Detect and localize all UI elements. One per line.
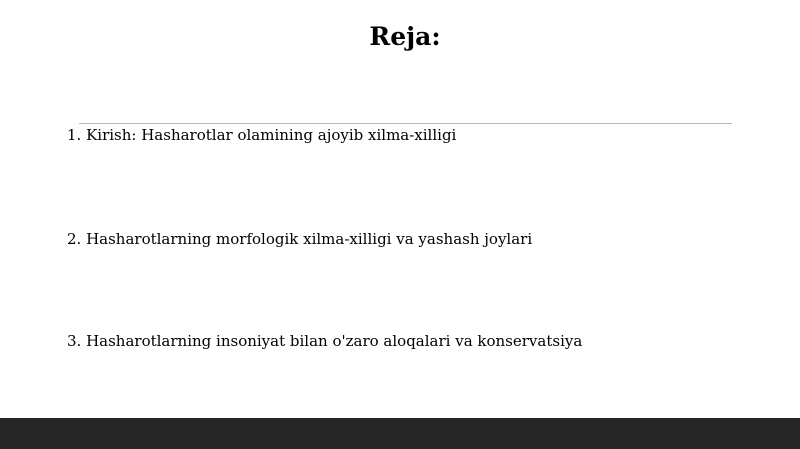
plan-item-3: 3. Hasharotlarning insoniyat bilan o'zaro aloqalari va konservatsiya [67,332,583,350]
slide-title: Reja: [369,22,441,51]
plan-item-1: 1. Kirish: Hasharotlar olamining ajoyib xilma-xilligi [67,126,457,144]
bottom-bar [0,418,800,449]
plan-item-2: 2. Hasharotlarning morfologik xilma-xilligi va yashash joylari [67,230,533,248]
divider-line [79,123,732,124]
